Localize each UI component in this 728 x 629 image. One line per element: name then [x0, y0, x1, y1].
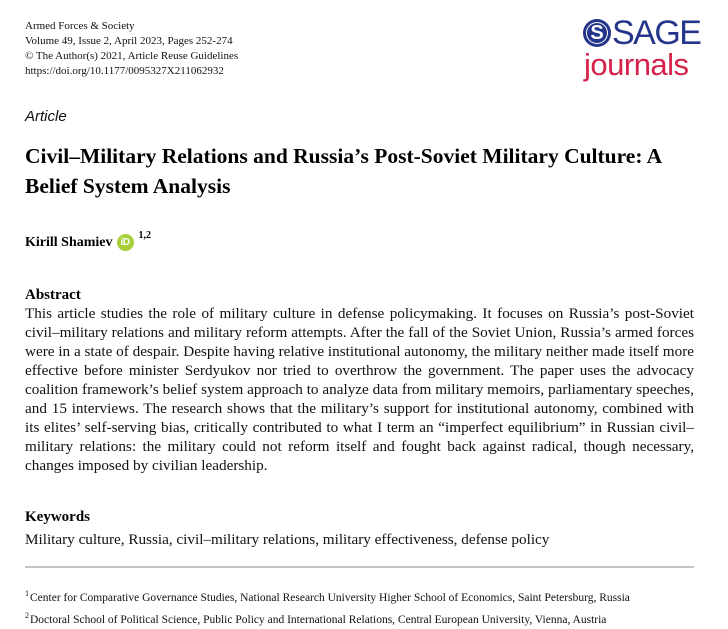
author-affiliation-markers: 1,2	[138, 230, 151, 241]
footnote-text: Center for Comparative Governance Studies, National Research University Higher School of Economics, Saint Petersburg, Russia	[30, 592, 630, 604]
volume-info: Volume 49, Issue 2, April 2023, Pages 252-274	[25, 35, 233, 47]
footnote-affiliation-2	[25, 607, 630, 629]
journals-wordmark: journals	[584, 47, 689, 82]
sage-emblem-icon: S	[583, 19, 611, 47]
sage-brand-text: SAGE	[612, 14, 701, 52]
keywords-list: Military culture, Russia, civil–military relations, military effectiveness, defense policy	[25, 531, 550, 548]
abstract-heading: Abstract	[25, 287, 81, 303]
orcid-id-icon[interactable]: iD	[117, 234, 134, 251]
footnote-divider	[25, 566, 694, 568]
copyright-reuse-link[interactable]: © The Author(s) 2021, Article Reuse Guidelines	[25, 50, 239, 62]
author-line	[25, 230, 151, 252]
footnote-marker: 1	[25, 589, 29, 598]
doi-link[interactable]: https://doi.org/10.1177/0095327X211062932	[25, 65, 224, 77]
author-name[interactable]: Kirill Shamiev	[25, 235, 113, 250]
footnote-text: Doctoral School of Political Science, Public Policy and International Relations, Central European University, Vienna, Austria	[30, 614, 607, 626]
footnote-marker: 2	[25, 611, 29, 620]
sage-journals-logo	[583, 14, 701, 86]
affiliation-footnotes	[25, 585, 630, 629]
journal-metadata	[25, 19, 238, 79]
article-title: Civil–Military Relations and Russia’s Post-Soviet Military Culture: A Belief System Analysis	[25, 144, 662, 198]
article-type-label: Article	[25, 108, 67, 125]
footnote-affiliation-1	[25, 585, 630, 607]
keywords-heading: Keywords	[25, 509, 90, 525]
abstract-text: This article studies the role of military culture in defense policymaking. It focuses on Russia’s post-Soviet civil–military relations and military reform attempts. After the fall of the Soviet Union, Russia’s armed forces were in a state of despair. Despite having relative institutional autonomy, the military neither made itself more effective before minister Serdyukov nor tried to overthrow the government. The paper uses the advocacy coalition framework’s belief system approach to analyze data from military memoirs, parliamentary speeches, and 15 interviews. The research shows that the military’s support for institutional autonomy, combined with its elites’ self-serving bias, critically contributed to what I term an “imperfect equilibrium” in Russian civil–military relations: the military could not reform itself and fought back against radical, though necessary, changes imposed by civilian leadership.	[25, 305, 694, 474]
journal-name: Armed Forces & Society	[25, 20, 135, 32]
